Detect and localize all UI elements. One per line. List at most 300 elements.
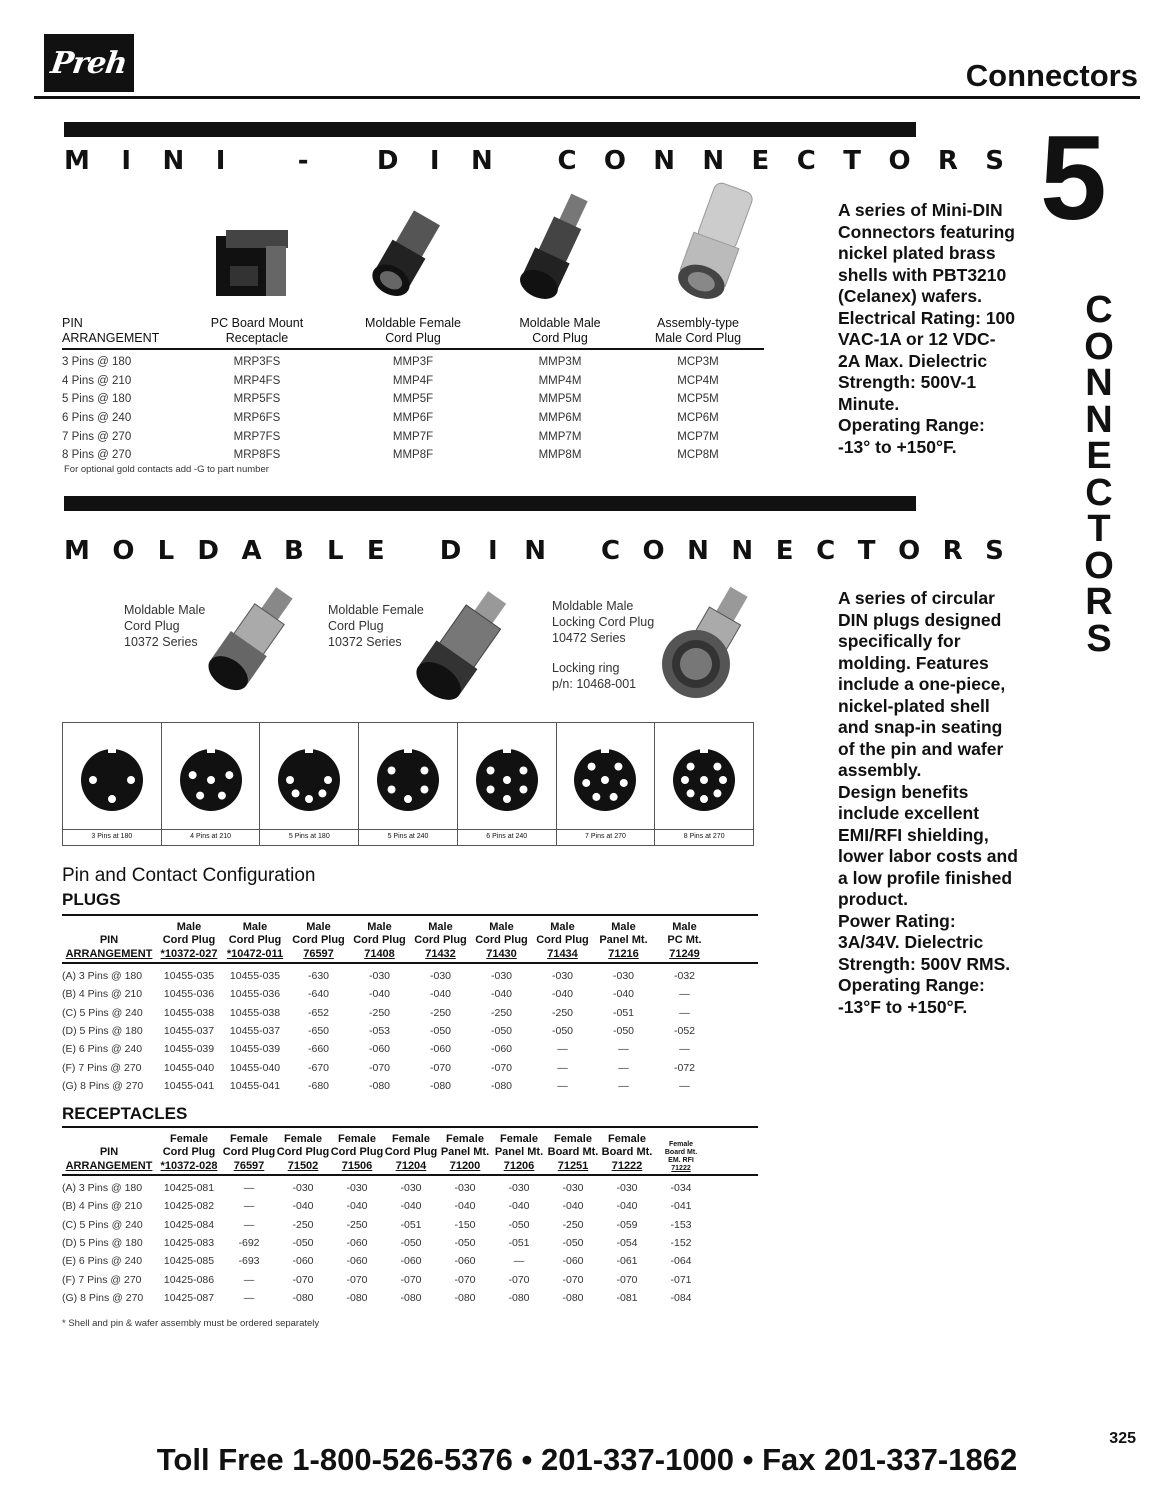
pin-dot xyxy=(615,763,623,771)
pin-diagram xyxy=(274,745,344,815)
table-cell: -660 xyxy=(307,1043,329,1056)
table-cell: MRP3FS xyxy=(233,356,281,369)
page-number: 325 xyxy=(1109,1430,1136,1447)
table-cell: MMP6F xyxy=(392,412,434,425)
pin-dot xyxy=(714,789,722,797)
table-cell: -080 xyxy=(562,1291,584,1304)
table-cell: MRP7FS xyxy=(233,430,281,443)
mini-din-description xyxy=(838,200,1048,458)
title-letter: - xyxy=(297,146,309,176)
title-gap xyxy=(569,536,579,566)
table-cell: (A) 3 Pins @ 180 xyxy=(62,1182,143,1195)
table-cell: MCP4M xyxy=(677,374,719,387)
table-row xyxy=(62,1040,758,1058)
table-cell: 10425-085 xyxy=(163,1255,215,1268)
table-cell: MMP7M xyxy=(538,430,582,443)
table-cell: -050 xyxy=(400,1237,422,1250)
table-row xyxy=(62,1058,758,1076)
chapter-word-vertical xyxy=(1075,289,1123,660)
text-line: 10372 Series xyxy=(328,635,402,649)
text-line: molding. Features xyxy=(838,652,989,673)
section-title-moldable-din xyxy=(64,536,1004,566)
table-cell: -030 xyxy=(551,970,573,983)
col-header: PIN ARRANGEMENT xyxy=(65,934,153,960)
table-row xyxy=(62,1179,758,1197)
text-line: Strength: 500V RMS. xyxy=(838,953,1011,974)
table-cell: MCP3M xyxy=(677,356,719,369)
table-cell: 10455-035 xyxy=(163,970,215,983)
table-cell: — xyxy=(243,1200,255,1213)
text-line: of the pin and wafer xyxy=(838,738,1004,759)
title-letter: S xyxy=(985,536,1004,566)
table-cell: -030 xyxy=(400,1182,422,1195)
table-cell: 10455-041 xyxy=(229,1079,281,1092)
pin-dot-center xyxy=(601,776,609,784)
table-cell: 10425-087 xyxy=(163,1291,215,1304)
table-cell: -070 xyxy=(616,1273,638,1286)
connector-key xyxy=(404,747,412,753)
pin-diagram-cell xyxy=(359,723,458,845)
col-header: Male Cord Plug 71434 xyxy=(536,920,589,960)
pin-dot xyxy=(620,779,628,787)
table-cell: -693 xyxy=(238,1255,260,1268)
text-line: specifically for xyxy=(838,631,961,651)
table-cell: -040 xyxy=(346,1200,368,1213)
table-cell: -250 xyxy=(562,1218,584,1231)
receptacles-table-header xyxy=(62,1126,758,1176)
title-letter: I xyxy=(121,146,132,176)
table-cell: MCP7M xyxy=(677,430,719,443)
table-cell: (G) 8 Pins @ 270 xyxy=(62,1291,144,1304)
pin-diagram xyxy=(373,745,443,815)
table-cell: -054 xyxy=(616,1237,638,1250)
table-cell: -070 xyxy=(508,1273,530,1286)
moldable-female-plug-image xyxy=(360,208,450,304)
pin-dot xyxy=(420,767,428,775)
table-cell: -080 xyxy=(508,1291,530,1304)
table-cell: -030 xyxy=(508,1182,530,1195)
moldable-din-description xyxy=(838,588,1052,1018)
product-label-male-cord-plug xyxy=(124,602,205,650)
title-letter: N xyxy=(162,146,185,176)
text-line: lower labor costs and xyxy=(838,846,1018,866)
table-cell: MCP8M xyxy=(677,449,719,462)
table-cell: -250 xyxy=(346,1218,368,1231)
table-cell: -080 xyxy=(292,1291,314,1304)
table-cell: -081 xyxy=(616,1291,638,1304)
table-cell: -040 xyxy=(400,1200,422,1213)
mini-din-note: For optional gold contacts add -G to part number xyxy=(64,464,269,475)
title-letter: O xyxy=(603,146,626,176)
locking-cord-plug-image xyxy=(656,582,764,700)
table-row xyxy=(62,1197,758,1215)
text-line: 2A Max. Dielectric xyxy=(838,350,988,371)
table-cell: MMP6M xyxy=(538,412,582,425)
text-line: A series of circular xyxy=(838,588,995,608)
table-cell: -041 xyxy=(670,1200,692,1213)
table-cell: MMP8F xyxy=(392,449,434,462)
table-cell: MMP4F xyxy=(392,374,434,387)
table-cell: -652 xyxy=(307,1006,329,1019)
pin-dot xyxy=(388,786,396,794)
table-cell: — xyxy=(243,1218,255,1231)
table-cell: (F) 7 Pins @ 270 xyxy=(62,1273,142,1286)
table-cell: -250 xyxy=(551,1006,573,1019)
pin-diagrams xyxy=(62,722,754,846)
moldable-male-cord-plug-image xyxy=(200,580,300,704)
pin-dot xyxy=(196,792,204,800)
text-line: include excellent xyxy=(838,803,980,823)
table-cell: -030 xyxy=(292,1182,314,1195)
title-letter: M xyxy=(64,146,90,176)
col-header: Male Cord Plug 71408 xyxy=(353,920,406,960)
title-letter: D xyxy=(376,146,399,176)
table-cell: -050 xyxy=(508,1218,530,1231)
receptacles-table-body xyxy=(62,1176,758,1307)
pin-dot xyxy=(503,795,511,803)
table-cell: MCP5M xyxy=(677,393,719,406)
connector-key xyxy=(305,747,313,753)
title-letter: N xyxy=(471,146,493,176)
table-row xyxy=(62,985,758,1003)
col-header: Male Cord Plug 71430 xyxy=(475,920,528,960)
text-line: (Celanex) wafers. xyxy=(838,286,982,306)
pin-diagram xyxy=(77,745,147,815)
plugs-table-body xyxy=(62,964,758,1095)
pin-diagram xyxy=(176,745,246,815)
table-row xyxy=(62,1004,758,1022)
table-cell: -040 xyxy=(490,988,512,1001)
table-cell: MMP4M xyxy=(538,374,582,387)
chapter-letter: C xyxy=(1085,471,1113,514)
text-line: Cord Plug xyxy=(328,619,384,633)
mini-din-col-header: PIN ARRANGEMENT xyxy=(62,316,160,345)
pin-diagram-caption: 3 Pins at 180 xyxy=(63,829,161,843)
title-letter: R xyxy=(942,536,963,566)
pin-dot xyxy=(108,795,116,803)
col-header: PIN ARRANGEMENT xyxy=(65,1146,153,1172)
table-row xyxy=(62,1289,758,1307)
title-letter: L xyxy=(327,536,344,566)
receptacles-table xyxy=(62,1126,758,1307)
col-header: Male Panel Mt. 71216 xyxy=(599,920,648,960)
table-cell: -050 xyxy=(429,1025,451,1038)
pin-dot xyxy=(486,767,494,775)
table-cell: 4 Pins @ 210 xyxy=(62,374,132,387)
title-letter: T xyxy=(843,146,862,176)
text-line: -13° to +150°F. xyxy=(838,436,957,457)
assembly-male-plug-image xyxy=(664,182,764,312)
pin-dot xyxy=(217,792,225,800)
col-header: Male Cord Plug *10372-027 xyxy=(160,920,218,960)
table-cell: -070 xyxy=(429,1061,451,1074)
table-cell: — xyxy=(557,1079,568,1092)
title-letter: M xyxy=(64,536,90,566)
text-line: Moldable Male xyxy=(124,603,206,617)
table-cell: — xyxy=(618,1043,629,1056)
text-line: Connectors featuring xyxy=(838,221,1015,242)
pin-dot xyxy=(681,776,689,784)
connector-key xyxy=(207,747,215,753)
page-header-title: Connectors xyxy=(965,58,1138,93)
pin-dot xyxy=(292,789,300,797)
text-line: 10472 Series xyxy=(552,631,626,645)
table-cell: -040 xyxy=(368,988,390,1001)
pin-dot xyxy=(714,763,722,771)
pin-dot xyxy=(388,767,396,775)
table-cell: -072 xyxy=(673,1061,695,1074)
table-row xyxy=(62,372,764,391)
table-cell: 7 Pins @ 270 xyxy=(62,430,132,443)
pin-dot-center xyxy=(503,776,511,784)
table-cell: 8 Pins @ 270 xyxy=(62,449,132,462)
table-cell: -080 xyxy=(346,1291,368,1304)
chapter-letter: E xyxy=(1086,435,1112,477)
title-letter: O xyxy=(112,536,135,566)
title-letter: B xyxy=(284,536,304,566)
table-cell: 10455-036 xyxy=(163,988,215,1001)
table-cell: — xyxy=(618,1079,629,1092)
pin-dot xyxy=(719,776,727,784)
title-letter: C xyxy=(557,146,577,176)
table-cell: -060 xyxy=(368,1043,390,1056)
table-cell: (A) 3 Pins @ 180 xyxy=(62,970,143,983)
table-cell: -680 xyxy=(307,1079,329,1092)
chapter-letter: C xyxy=(1085,289,1113,331)
table-cell: — xyxy=(679,988,690,1001)
table-cell: -030 xyxy=(454,1182,476,1195)
table-cell: -630 xyxy=(307,970,329,983)
table-cell: (C) 5 Pins @ 240 xyxy=(62,1006,143,1019)
table-cell: -040 xyxy=(551,988,573,1001)
pin-dot xyxy=(588,763,596,771)
text-line: Strength: 500V-1 xyxy=(838,372,977,392)
table-cell: -250 xyxy=(292,1218,314,1231)
table-cell: (E) 6 Pins @ 240 xyxy=(62,1255,143,1268)
text-line: Minute. xyxy=(838,393,900,414)
table-cell: -032 xyxy=(673,970,695,983)
chapter-letter: O xyxy=(1084,544,1114,587)
title-gap xyxy=(407,536,417,566)
table-cell: -080 xyxy=(400,1291,422,1304)
text-line: 10372 Series xyxy=(124,635,198,649)
table-row xyxy=(62,1252,758,1270)
receptacles-title: RECEPTACLES xyxy=(62,1104,188,1123)
table-cell: -050 xyxy=(551,1025,573,1038)
pin-diagram-cell xyxy=(162,723,261,845)
title-gap xyxy=(340,146,350,176)
title-letter: N xyxy=(687,536,709,566)
pin-diagram xyxy=(472,745,542,815)
pin-dot xyxy=(519,786,527,794)
table-cell: -040 xyxy=(292,1200,314,1213)
title-letter: N xyxy=(524,536,547,566)
section-title-mini-din xyxy=(64,146,1004,176)
title-letter: T xyxy=(857,536,876,566)
footer-contact: Toll Free 1-800-526-5376 • 201-337-1000 • Fax 201-337-1862 xyxy=(156,1442,1018,1477)
text-line: A series of Mini-DIN xyxy=(838,200,1003,220)
table-cell: -040 xyxy=(508,1200,530,1213)
table-cell: -051 xyxy=(400,1218,422,1231)
table-cell: (B) 4 Pins @ 210 xyxy=(62,988,143,1001)
table-cell: -250 xyxy=(429,1006,451,1019)
pin-diagram-caption: 7 Pins at 270 xyxy=(557,829,655,843)
pin-diagram xyxy=(669,745,739,815)
mini-din-col-header: PC Board Mount Receptacle xyxy=(210,316,304,345)
mini-din-col-header: Moldable Male Cord Plug xyxy=(519,316,601,345)
pin-dot xyxy=(89,776,97,784)
col-header: Male Cord Plug *10472-011 xyxy=(226,920,284,960)
table-cell: -030 xyxy=(490,970,512,983)
table-cell: -030 xyxy=(346,1182,368,1195)
title-letter: I xyxy=(215,146,226,176)
title-letter: D xyxy=(197,536,219,566)
table-cell: 6 Pins @ 240 xyxy=(62,412,132,425)
pin-diagram-caption: 8 Pins at 270 xyxy=(655,829,753,843)
table-cell: 10455-041 xyxy=(163,1079,215,1092)
text-line: Moldable Female xyxy=(328,603,424,617)
title-letter: A xyxy=(241,536,262,566)
table-cell: 10455-038 xyxy=(229,1006,281,1019)
table-cell: 10455-036 xyxy=(229,988,281,1001)
moldable-female-cord-plug-image xyxy=(406,584,516,714)
table-cell: 10425-086 xyxy=(163,1273,215,1286)
table-cell: 10455-039 xyxy=(229,1043,281,1056)
table-cell: 10455-039 xyxy=(163,1043,215,1056)
connector-key xyxy=(601,747,609,753)
table-cell: -070 xyxy=(454,1273,476,1286)
table-cell: 10425-081 xyxy=(163,1182,215,1195)
table-row xyxy=(62,409,764,428)
text-line: Power Rating: xyxy=(838,910,956,931)
moldable-male-plug-image xyxy=(510,190,600,310)
header-rule xyxy=(34,96,1140,99)
col-header: Female Cord Plug 76597 xyxy=(222,1132,276,1172)
table-row xyxy=(62,1270,758,1288)
pin-dot xyxy=(225,771,233,779)
table-row xyxy=(62,1022,758,1040)
pin-dot xyxy=(610,793,618,801)
table-cell: (G) 8 Pins @ 270 xyxy=(62,1079,144,1092)
mini-din-table xyxy=(62,306,764,465)
pin-dot-center xyxy=(207,776,215,784)
config-title: Pin and Contact Configuration xyxy=(62,865,316,886)
table-row xyxy=(62,353,764,372)
table-cell: -070 xyxy=(562,1273,584,1286)
table-cell: MMP3M xyxy=(538,356,582,369)
table-cell: 10455-038 xyxy=(163,1006,215,1019)
pin-dot xyxy=(305,795,313,803)
table-cell: -070 xyxy=(368,1061,390,1074)
table-cell: -060 xyxy=(429,1043,451,1056)
pin-diagram-cell xyxy=(655,723,753,845)
table-cell: (C) 5 Pins @ 240 xyxy=(62,1218,143,1231)
product-label-locking-cord-plug xyxy=(552,598,654,646)
table-cell: -060 xyxy=(346,1237,368,1250)
table-cell: MMP3F xyxy=(392,356,434,369)
table-cell: -030 xyxy=(368,970,390,983)
pin-diagram-caption: 5 Pins at 240 xyxy=(359,829,457,843)
table-cell: -060 xyxy=(292,1255,314,1268)
table-cell: -050 xyxy=(490,1025,512,1038)
text-line: EMI/RFI shielding, xyxy=(838,824,989,845)
table-cell: -034 xyxy=(670,1182,692,1195)
table-cell: (B) 4 Pins @ 210 xyxy=(62,1200,143,1213)
table-cell: (D) 5 Pins @ 180 xyxy=(62,1025,143,1038)
table-cell: — xyxy=(557,1061,568,1074)
chapter-letter: O xyxy=(1084,325,1114,368)
plugs-title: PLUGS xyxy=(62,890,121,909)
table-cell: 3 Pins @ 180 xyxy=(62,356,132,369)
table-cell: 10455-035 xyxy=(229,970,281,983)
title-letter: O xyxy=(888,146,911,176)
pin-dot xyxy=(188,771,196,779)
table-cell: MCP6M xyxy=(677,412,719,425)
title-letter: E xyxy=(366,536,385,566)
connector-key xyxy=(700,747,708,753)
text-line: Cord Plug xyxy=(124,619,180,633)
col-header: Female Cord Plug *10372-028 xyxy=(160,1132,218,1172)
table-cell: MMP5M xyxy=(538,393,582,406)
table-cell: 10425-083 xyxy=(163,1237,215,1250)
text-line: product. xyxy=(838,889,908,909)
pin-dot xyxy=(687,763,695,771)
chapter-letter: R xyxy=(1085,581,1113,623)
text-line: DIN plugs designed xyxy=(838,609,1002,630)
table-cell: MRP4FS xyxy=(233,374,281,387)
pin-diagram xyxy=(570,745,640,815)
table-cell: -050 xyxy=(454,1237,476,1250)
title-gap xyxy=(520,146,530,176)
table-cell: -650 xyxy=(307,1025,329,1038)
table-cell: -040 xyxy=(616,1200,638,1213)
text-line: p/n: 10468-001 xyxy=(552,677,637,691)
text-line: VAC-1A or 12 VDC- xyxy=(838,329,996,349)
connector-key xyxy=(108,747,116,753)
table-cell: -060 xyxy=(346,1255,368,1268)
table-cell: -670 xyxy=(307,1061,329,1074)
table-cell: -053 xyxy=(368,1025,390,1038)
title-letter: C xyxy=(600,536,621,566)
locking-ring-label xyxy=(552,660,636,692)
table-cell: MRP5FS xyxy=(233,393,281,406)
title-letter: N xyxy=(731,536,754,566)
pin-diagram-cell xyxy=(260,723,359,845)
pin-dot xyxy=(700,795,708,803)
table-cell: -692 xyxy=(238,1237,260,1250)
pin-dot xyxy=(127,776,135,784)
col-header: Female Board Mt. EM. RFI 71222 xyxy=(664,1141,698,1172)
table-cell: -060 xyxy=(454,1255,476,1268)
text-line: nickel-plated shell xyxy=(838,695,990,716)
text-line: assembly. xyxy=(838,760,922,780)
text-line: Moldable Male xyxy=(552,599,634,613)
table-cell: — xyxy=(557,1043,568,1056)
text-line: and snap-in seating xyxy=(838,717,1003,737)
pin-dot xyxy=(324,776,332,784)
table-row xyxy=(62,1234,758,1252)
table-cell: -080 xyxy=(490,1079,512,1092)
table-cell: -152 xyxy=(670,1237,692,1250)
table-cell: 10425-082 xyxy=(163,1200,215,1213)
col-header: Female Board Mt. 71251 xyxy=(547,1132,599,1172)
table-row xyxy=(62,390,764,409)
title-letter: D xyxy=(439,536,462,566)
title-letter: I xyxy=(487,536,498,566)
table-cell: -250 xyxy=(490,1006,512,1019)
col-header: Female Cord Plug 71506 xyxy=(330,1132,384,1172)
table-cell: -040 xyxy=(454,1200,476,1213)
